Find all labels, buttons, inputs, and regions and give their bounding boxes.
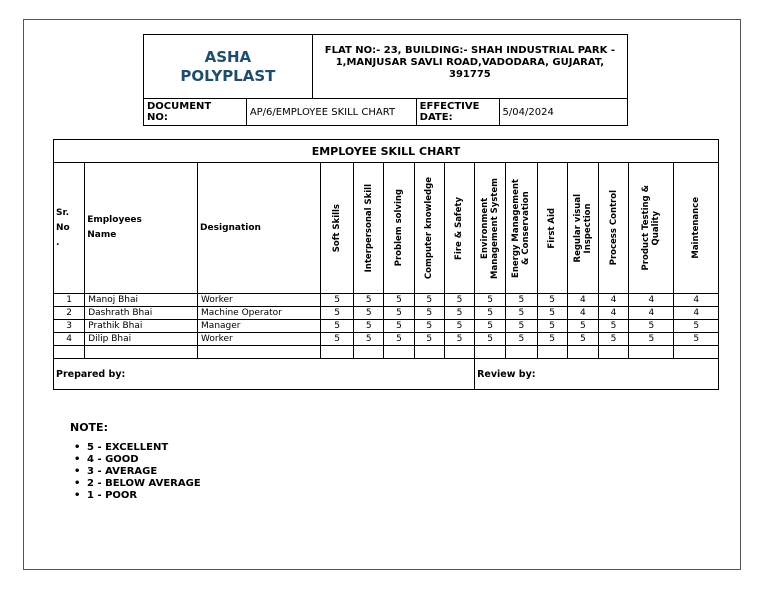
score-cell: 5 [414,307,444,320]
score-cell: 5 [320,307,353,320]
score-cell: 5 [506,294,537,307]
legend-item: • 5 - EXCELLENT [87,442,201,454]
score-cell: 5 [598,320,628,333]
effective-date-label: EFFECTIVE DATE: [416,99,499,126]
col-skill: Process Control [598,163,628,294]
score-cell: 5 [506,333,537,346]
score-cell: 5 [384,333,414,346]
score-cell: 5 [475,320,506,333]
chart-title: EMPLOYEE SKILL CHART [54,140,719,163]
document-no-label: DOCUMENT NO: [144,99,247,126]
score-cell: 5 [354,320,384,333]
table-row [54,320,719,333]
note-title: NOTE: [70,421,108,434]
score-cell: 5 [537,333,567,346]
prepared-by: Prepared by: [54,359,475,390]
col-skill: Product Testing & Quality [629,163,674,294]
document-no-value: AP/6/EMPLOYEE SKILL CHART [246,99,416,126]
score-cell: 4 [598,307,628,320]
score-cell: 5 [598,333,628,346]
col-skill: Environment Management System [475,163,506,294]
score-cell: 5 [320,320,353,333]
table-row [54,333,719,346]
score-cell: 5 [537,307,567,320]
col-skill: Energy Management & Conservation [506,163,537,294]
score-cell: 5 [537,320,567,333]
score-cell: 5 [475,307,506,320]
rating-note [70,421,201,502]
score-cell: 4 [598,294,628,307]
score-cell: 5 [629,333,674,346]
col-skill: First Aid [537,163,567,294]
score-cell: 4 [629,307,674,320]
table-row [54,294,719,307]
col-designation: Designation [198,163,321,294]
score-cell: 4 [567,294,598,307]
sr-no-cell: 3 [54,320,85,333]
company-address: FLAT NO:- 23, BUILDING:- SHAH INDUSTRIAL PARK - 1,MANJUSAR SAVLI ROAD,VADODARA, GUJARAT, 391775 [312,35,627,99]
sr-no-cell: 4 [54,333,85,346]
score-cell: 4 [674,294,719,307]
score-cell: 5 [320,294,353,307]
effective-date-value: 5/04/2024 [499,99,627,126]
legend-item: • 1 - POOR [87,490,201,502]
score-cell: 5 [354,294,384,307]
score-cell: 5 [414,294,444,307]
score-cell: 5 [567,320,598,333]
score-cell: 5 [506,320,537,333]
employee-name-cell: Prathik Bhai [85,320,198,333]
score-cell: 5 [384,307,414,320]
score-cell: 5 [320,333,353,346]
score-cell: 5 [674,320,719,333]
sr-no-cell: 2 [54,307,85,320]
score-cell: 5 [475,333,506,346]
sr-no-cell: 1 [54,294,85,307]
score-cell: 5 [537,294,567,307]
score-cell: 5 [475,294,506,307]
col-employee-name: Employees Name [85,163,198,294]
designation-cell: Worker [198,294,321,307]
legend-item: • 4 - GOOD [87,454,201,466]
col-skill: Regular visual Inspection [567,163,598,294]
score-cell: 5 [384,320,414,333]
score-cell: 5 [444,307,474,320]
col-sr-no: Sr. No . [54,163,85,294]
score-cell: 5 [444,294,474,307]
empty-row [54,346,719,359]
score-cell: 5 [629,320,674,333]
score-cell: 5 [414,320,444,333]
score-cell: 4 [629,294,674,307]
col-skill: Maintenance [674,163,719,294]
rating-legend-list [70,442,201,502]
score-cell: 4 [567,307,598,320]
score-cell: 5 [444,333,474,346]
legend-item: • 3 - AVERAGE [87,466,201,478]
designation-cell: Machine Operator [198,307,321,320]
score-cell: 5 [567,333,598,346]
designation-cell: Manager [198,320,321,333]
score-cell: 5 [354,333,384,346]
score-cell: 5 [444,320,474,333]
col-skill: Interpersonal Skill [354,163,384,294]
col-skill: Fire & Safety [444,163,474,294]
legend-item: • 2 - BELOW AVERAGE [87,478,201,490]
company-name: ASHA POLYPLAST [144,35,313,99]
score-cell: 5 [384,294,414,307]
employee-name-cell: Manoj Bhai [85,294,198,307]
employee-skill-chart [53,139,719,390]
col-skill: Soft Skills [320,163,353,294]
score-cell: 5 [414,333,444,346]
score-cell: 4 [674,307,719,320]
review-by: Review by: [475,359,719,390]
document-header [143,34,628,126]
table-row [54,307,719,320]
employee-name-cell: Dilip Bhai [85,333,198,346]
col-skill: Computer knowledge [414,163,444,294]
score-cell: 5 [354,307,384,320]
score-cell: 5 [674,333,719,346]
col-skill: Problem solving [384,163,414,294]
employee-name-cell: Dashrath Bhai [85,307,198,320]
designation-cell: Worker [198,333,321,346]
score-cell: 5 [506,307,537,320]
